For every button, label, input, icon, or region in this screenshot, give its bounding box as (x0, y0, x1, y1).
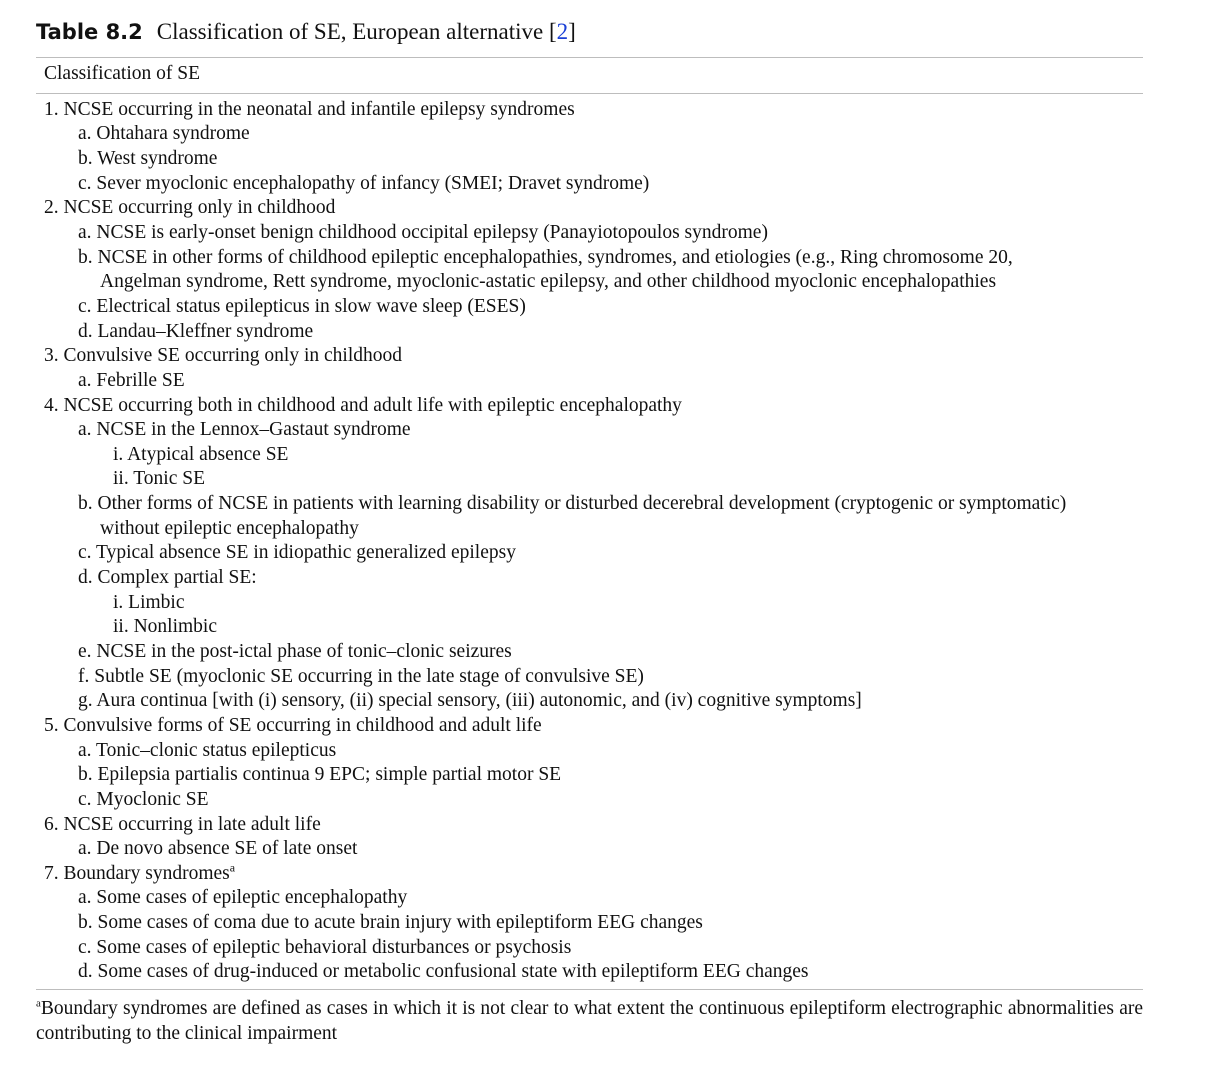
ref-bracket-close: ] (568, 19, 576, 44)
table-row: c. Some cases of epileptic behavioral disturbances or psychosis (78, 937, 572, 958)
table-row: f. Subtle SE (myoclonic SE occurring in the late stage of convulsive SE) (78, 666, 644, 687)
table-row-boundary (44, 862, 235, 886)
table-row: a. Some cases of epileptic encephalopathy (78, 887, 408, 908)
table-row: b. NCSE in other forms of childhood epileptic encephalopathies, syndromes, and etiologies (e.g., Ring chromosome 20, (78, 247, 1013, 268)
table-row: g. Aura continua [with (i) sensory, (ii) special sensory, (iii) autonomic, and (iv) cognitive symptoms] (78, 690, 862, 711)
table-row: without epileptic encephalopathy (100, 518, 359, 539)
table-row: a. Febrille SE (78, 370, 185, 391)
row-text: 7. Boundary syndromes (44, 863, 230, 884)
table-label: Table 8.2 (36, 20, 143, 44)
table-row: i. Atypical absence SE (113, 444, 289, 465)
table-row: c. Myoclonic SE (78, 789, 209, 810)
header-rule (36, 93, 1143, 94)
table-row: c. Electrical status epilepticus in slow wave sleep (ESES) (78, 296, 526, 317)
table-row: a. Tonic–clonic status epilepticus (78, 740, 337, 761)
table-row: Angelman syndrome, Rett syndrome, myoclonic-astatic epilepsy, and other childhood myoclonic encephalopathies (100, 271, 997, 292)
table-row: d. Landau–Kleffner syndrome (78, 321, 314, 342)
table-row: 5. Convulsive forms of SE occurring in childhood and adult life (44, 715, 542, 736)
table-row: 1. NCSE occurring in the neonatal and infantile epilepsy syndromes (44, 99, 575, 120)
footnote-mark: a (36, 997, 41, 1010)
top-rule (36, 57, 1143, 58)
table-row: c. Typical absence SE in idiopathic generalized epilepsy (78, 542, 516, 563)
table-row: a. Ohtahara syndrome (78, 123, 250, 144)
table-row: 2. NCSE occurring only in childhood (44, 197, 336, 218)
citation-link[interactable]: 2 (556, 19, 569, 44)
table-row: a. De novo absence SE of late onset (78, 838, 358, 859)
table-row: 3. Convulsive SE occurring only in childhood (44, 345, 403, 366)
footnote-marker: a (229, 860, 236, 875)
table-row: b. West syndrome (78, 148, 218, 169)
table-footnote (36, 996, 1143, 1046)
table-row: d. Complex partial SE: (78, 567, 257, 588)
ref-bracket-open: [ (548, 19, 557, 44)
table-row: a. NCSE in the Lennox–Gastaut syndrome (78, 419, 411, 440)
table-row: ii. Nonlimbic (113, 616, 217, 637)
table-row: 4. NCSE occurring both in childhood and adult life with epileptic encephalopathy (44, 395, 682, 416)
table-row: c. Sever myoclonic encephalopathy of infancy (SMEI; Dravet syndrome) (78, 173, 650, 194)
table-caption (36, 19, 576, 45)
table-row: i. Limbic (113, 592, 185, 613)
table-row: b. Epilepsia partialis continua 9 EPC; simple partial motor SE (78, 764, 562, 785)
bottom-rule (36, 989, 1143, 990)
table-row: a. NCSE is early-onset benign childhood occipital epilepsy (Panayiotopoulos syndrome) (78, 222, 768, 243)
footnote-text: Boundary syndromes are defined as cases in which it is not clear to what extent the continuous epileptiform electrographic abnormalities are contributing to the clinical impairment (36, 998, 1143, 1044)
table-row: d. Some cases of drug-induced or metabolic confusional state with epileptiform EEG changes (78, 961, 809, 982)
table-row: 6. NCSE occurring in late adult life (44, 814, 321, 835)
table-row: b. Some cases of coma due to acute brain injury with epileptiform EEG changes (78, 912, 703, 933)
table-title: Classification of SE, European alternative (156, 19, 549, 44)
column-header: Classification of SE (44, 63, 200, 84)
table-row: b. Other forms of NCSE in patients with learning disability or disturbed decerebral development (cryptogenic or symptomatic) (78, 493, 1067, 514)
table-row: ii. Tonic SE (113, 468, 205, 489)
table-row: e. NCSE in the post-ictal phase of tonic–clonic seizures (78, 641, 512, 662)
